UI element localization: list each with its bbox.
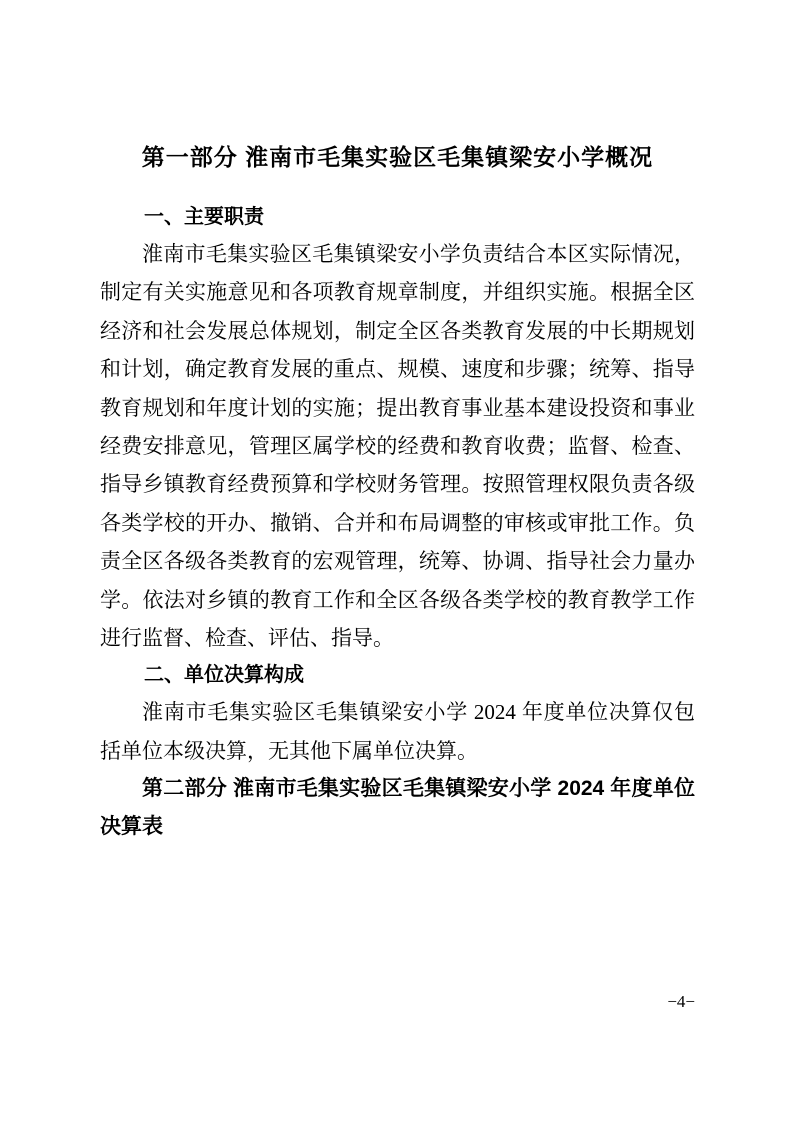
text-line: 经济和社会发展总体规划，制定全区各类教育发展的中长期规划 — [100, 318, 695, 343]
text-line: 教育规划和年度计划的实施；提出教育事业基本建设投资和事业 — [100, 395, 695, 420]
page-number: −4− — [667, 992, 695, 1011]
text-line: 责全区各级各类教育的宏观管理，统筹、协调、指导社会力量办 — [100, 549, 695, 574]
document-content — [100, 0, 695, 847]
text-line: 制定有关实施意见和各项教育规章制度，并组织实施。根据全区 — [100, 280, 695, 305]
text-line: 指导乡镇教育经费预算和学校财务管理。按照管理权限负责各级 — [100, 472, 695, 497]
section2-heading: 二、单位决算构成 — [144, 664, 304, 687]
text-line: 淮南市毛集实验区毛集镇梁安小学 2024 年度单位决算仅包 — [142, 700, 695, 725]
text-line: 括单位本级决算，无其他下属单位决算。 — [100, 738, 478, 763]
text-line: 第二部分 淮南市毛集实验区毛集镇梁安小学 2024 年度单位 — [142, 777, 695, 801]
text-line: 和计划，确定教育发展的重点、规模、速度和步骤；统筹、指导 — [100, 357, 695, 382]
text-line: 经费安排意见，管理区属学校的经费和教育收费；监督、检查、 — [100, 433, 695, 458]
section1-paragraph — [100, 235, 695, 657]
text-line: 淮南市毛集实验区毛集镇梁安小学负责结合本区实际情况， — [142, 242, 695, 266]
text-line: 进行监督、检查、评估、指导。 — [100, 625, 394, 650]
text-line: 学。依法对乡镇的教育工作和全区各级各类学校的教育教学工作 — [100, 587, 695, 612]
section1-heading: 一、主要职责 — [144, 206, 264, 228]
part2-title — [100, 770, 695, 847]
part1-title: 第一部分 淮南市毛集实验区毛集镇梁安小学概况 — [141, 144, 654, 170]
text-line: 各类学校的开办、撤销、合并和布局调整的审核或审批工作。负 — [100, 510, 695, 535]
section2-paragraph — [100, 693, 695, 770]
text-line: 决算表 — [100, 815, 163, 839]
